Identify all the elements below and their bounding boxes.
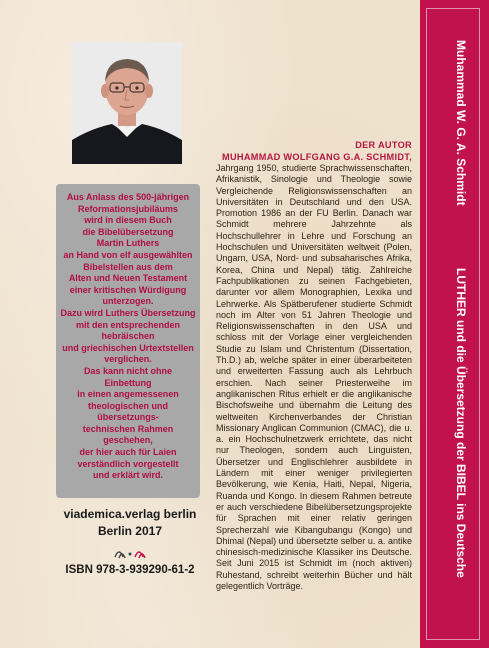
spine-title: LUTHER und die Übersetzung der BIBEL ins Deutsche [454,268,468,578]
blurb-line: einer kritischen Würdigung [69,284,187,295]
blurb-text [60,192,196,482]
blurb-line: verglichen. [104,354,152,365]
blurb-line: Reformationsjubiläums [77,203,178,214]
author-heading-label: DER AUTOR [355,140,412,150]
author-bio [216,140,412,592]
blurb-line: Dazu wird Luthers Übersetzung [60,307,196,318]
author-heading-name: MUHAMMAD WOLFGANG G.A. SCHMIDT, [222,151,412,162]
blurb-line: der hier auch für Laien [79,447,177,458]
blurb-line: unterzogen. [102,296,154,307]
isbn: ISBN 978-3-939290-61-2 [65,564,195,576]
publisher-block [40,506,220,540]
blurb-line: Bibelstellen aus dem [83,261,173,272]
spine-author: Muhammad W. G. A. Schmidt [454,40,468,206]
blurb-line: Das kann nicht ohne Einbettung [83,365,172,388]
blurb-line: Aus Anlass des 500-jährigen [66,192,190,202]
blurb-line: die Bibelübersetzung [82,226,174,237]
author-bio-body: Jahrgang 1950, studierte Sprachwissenschaften, Afrikanistik, Sinologie und Theologie sowie Vergleichende Religionswissenschaften an Universitäten in Deutschland und den USA. Promotion 1986 an der FU Berlin. Danach war Schmidt mehrere Jahrzehnte als Hochschullehrer in Lehre und Forschung an Hochschulen und Universitäten weltweit (Polen, Ungarn, USA, Nord- und subsaharisches Afrika, Korea, China und Nepal) tätig. Zahlreiche Fachpublikationen zu seinen Fachgebieten, darunter vor allem Monographien, Lexika und Lehrwerke. Als Spätberufener studierte Schmidt noch im Alter von 51 Jahren Theologie und Religionswissenschaften in den USA und schloss mit der Vorlage einer vergleichenden Studie zu Islam und Christentum (Dissertation, Th.D.) ab, welche später in einer überarbeiteten und erweiterten Fassung auch als Lehrbuch erschien. Nach seiner Priesterweihe im anglikanischen Ritus erhielt er die anglikanische Bischofsweihe und übernahm die Leitung des weltweiten Kirchenverbandes der Christian Missionary Anglican Communion (CMAC), die u. a. ein Hochschulnetzwerk errichtete, das nicht nur Theologen, sondern auch Linguisten, Übersetzer und Englischlehrer ausbildete in Ländern mit einer weniger privilegierten Bevölkerung, wie Kenia, Haiti, Nepal, Nigeria, Ruanda und Kongo. In diesem Rahmen betreute er auch verschiedene Bibelübersetzungsprojekte für Sprachen mit einer relativ geringen Sprecherzahl wie Kibangubangu (Kongo) und Dhimal (Nepal) und übersetzte selber u. a. antike chinesisch-medizinische Klassiker ins Deutsche. Seit Juni 2015 ist Schmidt im (noch aktiven) Ruhestand, schreibt weiterhin Bücher und hält gelegentlich Vorträge. [216,163,412,591]
publisher-city-year: Berlin 2017 [97,524,163,538]
blurb-line: theologischen und übersetzungs- [88,400,168,423]
blurb-line: an Hand von elf ausgewählten [63,249,193,260]
blurb-line: in einen angemessenen [77,389,179,400]
blurb-box [56,184,200,498]
blurb-line: wird in diesem Buch [84,215,172,226]
blurb-line: hebräischen [101,331,155,342]
spine-border [426,8,480,640]
author-photo [72,42,182,164]
blurb-line: Martin Luthers [96,238,160,249]
blurb-line: und erklärt wird. [92,470,163,481]
blurb-line: und griechischen Urtextstellen [62,342,194,353]
blurb-line: mit den entsprechenden [75,319,181,330]
publisher-name: viademica.verlag berlin [63,507,197,521]
blurb-line: technischen Rahmen geschehen, [82,423,174,446]
blurb-line: verständlich vorgestellt [77,458,179,469]
blurb-line: Alten und Neuen Testament [68,273,188,284]
publisher-logo-icon [113,545,147,561]
